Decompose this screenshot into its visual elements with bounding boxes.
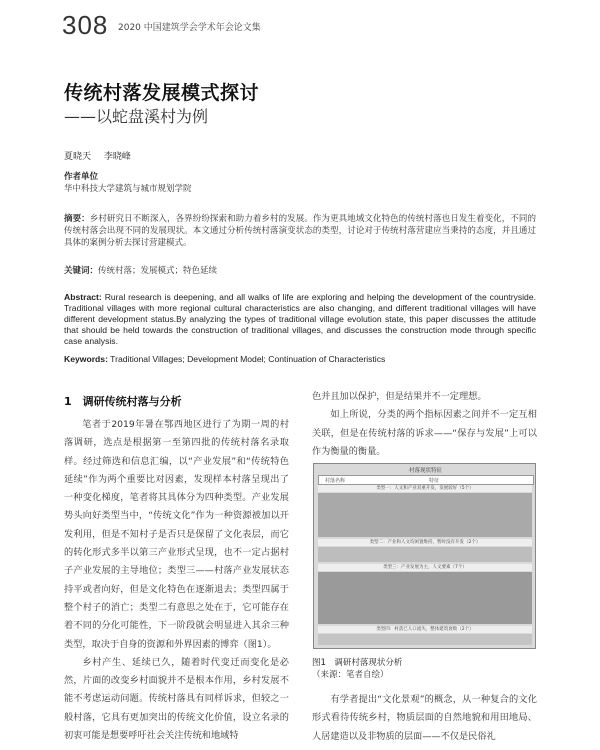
paragraph: 笔者于2019年暑在鄂西地区进行了为期一周的村落调研，选点是根据第一至第四批的传统村落名录取样。经过筛选和信息汇编，以“产业发展”和“传统特色延续”作为两个重要比对因素，发现样本村落呈现出了一种变化梯度，笔者将其具体分为四种类型。产业发展势头向好类型当中，“传统文化”作为一种资源被加以开发利用，但是不知村子是否只是保留了文化表层，而它的转化形式多半以第三产业形式呈现，也不一定占据村子产业发展的主导地位；类型三——村落产业发展状态持平或者向好，但是文化特色在逐渐退去；类型四属于整个村子的消亡；类型二有意思之处在于，它可能存在着不同的分化可能性，下一阶段就会明显进入其余三种类型，取决于自身的资源和外界因素的博弈（图1）。 bbox=[64, 419, 289, 650]
page-number: 308 bbox=[62, 10, 109, 40]
figure-type-row: 类型二：产业和人文均闲置维持，暂时没有开发（2个） bbox=[318, 539, 532, 546]
right-column-top bbox=[312, 388, 537, 461]
figure-caption: 图1 调研村落现状分析 bbox=[312, 658, 403, 668]
right-column-bottom bbox=[312, 691, 537, 746]
figure-data-block bbox=[318, 547, 532, 562]
figure-source: （来源：笔者自绘） bbox=[312, 670, 389, 680]
paragraph: 如上所说，分类的两个指标因素之间并不一定互相关联，但是在传统村落的诉求——“保存与发展”上可以作为衡量的衡量。 bbox=[312, 409, 537, 457]
figure-data-block bbox=[318, 572, 532, 624]
affiliation-label: 作者单位 bbox=[64, 172, 99, 182]
figure-data-block bbox=[318, 493, 532, 537]
article-title: 传统村落发展模式探讨 bbox=[64, 82, 260, 104]
article-subtitle: ——以蛇盘溪村为例 bbox=[64, 107, 209, 126]
abstract-cn bbox=[64, 213, 536, 249]
affiliation-text: 华中科技大学建筑与城市规划学院 bbox=[64, 184, 192, 194]
figure-type-row: 类型三：产业发展为主，人文要素（7个） bbox=[318, 564, 532, 571]
keywords-en bbox=[64, 354, 536, 365]
figure-1-image bbox=[313, 463, 536, 649]
paragraph: 有学者提出“文化景观”的概念，从一种复合的文化形式看待传统乡村，物质层面的自然地貌和用田地局、人居建造以及非物质的层面——不仅是民俗礼 bbox=[312, 694, 537, 742]
left-column bbox=[64, 416, 289, 745]
author-list: 夏晓天 李晓峰 bbox=[64, 152, 131, 162]
paragraph: 乡村产生、延续已久，随着时代变迁而变化是必然，片面的改变乡村面貌并不是根本作用，乡村发展不能不考虑运动问题。传统村落具有同样诉求，但较之一般村落，它具有更加突出的传统文化价值，设立名录的初衷可能是想要呼吁社会关注传统和地域特 bbox=[64, 656, 289, 742]
figure-table-header bbox=[318, 475, 534, 485]
keywords-en-label: Keywords: bbox=[64, 354, 108, 364]
keywords-cn-text: 传统村落；发展模式；特色延续 bbox=[98, 266, 218, 276]
abstract-en-text: Rural research is deepening, and all walks of life are exploring and helping the development of the countryside. Traditional villages with more regional cultural characteristics are also changing, and different traditional villages will have different development status.By analyzing the types of traditional village evolution state, this paper discusses the attitude that should be held towards the construction of traditional villages, and discusses the construction mode through specific case analysis. bbox=[64, 292, 537, 346]
figure-table-title: 村落现状特征 bbox=[408, 468, 442, 474]
paragraph: 色并且加以保护，但是结果并不一定理想。 bbox=[312, 391, 487, 402]
abstract-cn-text: 乡村研究日不断深入，各界纷纷探索和助力着乡村的发展。作为更具地域文化特色的传统村落也日发生着变化，不同的传统村落会出现不同的发展现状。本文通过分析传统村落演变状态的类型，讨论对于传统村落营建应当秉持的态度，并且通过具体的案例分析去探讨营建模式。 bbox=[64, 214, 536, 248]
abstract-en-label: Abstract: bbox=[64, 292, 102, 302]
figure-type-row: 类型四：村落已人口流失，整体建筑衰败（2个） bbox=[318, 626, 532, 633]
figure-type-row: 类型一：人文和产业双重开发，发展较好（5个） bbox=[318, 485, 532, 492]
figure-col-header: 村落名称 bbox=[325, 478, 346, 484]
keywords-en-text: Traditional Villages; Development Model; Continuation of Characteristics bbox=[110, 354, 386, 364]
keywords-cn-label: 关键词： bbox=[64, 266, 99, 276]
keywords-cn bbox=[64, 265, 536, 277]
running-header: 2020 中国建筑学会学术年会论文集 bbox=[118, 23, 261, 33]
section-heading: 1 调研传统村落与分析 bbox=[64, 395, 182, 408]
figure-col-header: 特征 bbox=[429, 478, 440, 484]
abstract-cn-label: 摘要： bbox=[64, 214, 90, 224]
figure-data-block bbox=[318, 634, 532, 645]
abstract-en bbox=[64, 292, 536, 347]
